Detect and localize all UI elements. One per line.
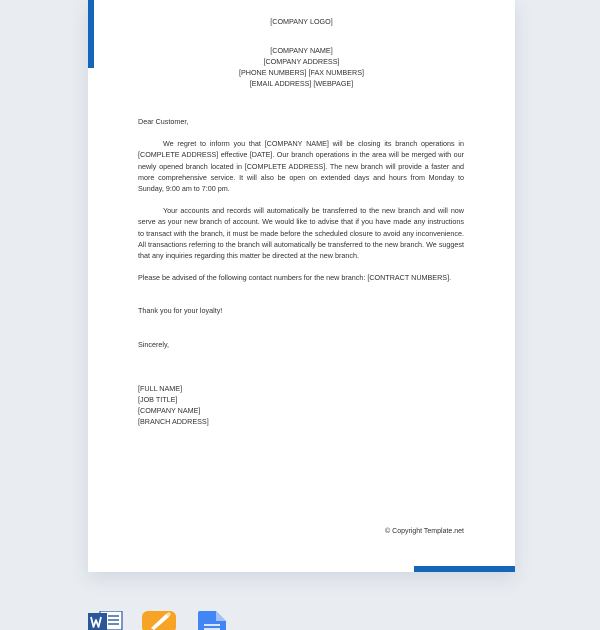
copyright-notice: © Copyright Template.net bbox=[385, 528, 464, 535]
contact-line: Please be advised of the following contact numbers for the new branch: [CONTRACT NUMBERS]. bbox=[138, 273, 452, 283]
signature-branch-address: [BRANCH ADDRESS] bbox=[138, 417, 209, 427]
letterhead bbox=[88, 16, 515, 89]
letter-body bbox=[138, 116, 464, 428]
signature-job-title: [JOB TITLE] bbox=[138, 395, 178, 405]
signature-full-name: [FULL NAME] bbox=[138, 383, 183, 393]
company-name: [COMPANY NAME] bbox=[270, 46, 333, 55]
google-docs-icon[interactable] bbox=[198, 611, 226, 630]
company-address: [COMPANY ADDRESS] bbox=[263, 57, 340, 66]
signature-company-name: [COMPANY NAME] bbox=[138, 406, 201, 416]
email-webpage: [EMAIL ADDRESS] [WEBPAGE] bbox=[249, 79, 354, 88]
thanks-line: Thank you for your loyalty! bbox=[138, 306, 223, 316]
accent-bar-bottom bbox=[414, 566, 515, 572]
word-icon[interactable] bbox=[88, 611, 124, 630]
greeting: Dear Customer, bbox=[138, 117, 189, 126]
letter-page bbox=[88, 0, 515, 572]
closing: Sincerely, bbox=[138, 339, 170, 349]
paragraph-1: We regret to inform you that [COMPANY NAME] will be closing its branch operations in [COMPLETE ADDRESS] effective [DATE]. Our branch operations in the area will be merged with our newly opened branch located in [COMPLETE ADDRESS]. The new branch will provide a faster and more comprehensive service. It will also be open on extended days and hours from Monday to Sunday, 9:00 am to 7:00 pm. bbox=[138, 139, 464, 194]
pages-icon[interactable] bbox=[142, 611, 176, 630]
format-icons bbox=[86, 611, 286, 630]
signature-block bbox=[138, 383, 464, 428]
paragraph-2: Your accounts and records will automatically be transferred to the new branch and will now serve as your new branch of account. We would like to advise that if you have made any instructions to transact with the branch, it must be made before the scheduled closure to avoid any inconvenience. All transactions referring to the branch will automatically be transferred to the new branch. We suggest that any inquiries regarding this matter be directed at the new branch. bbox=[138, 206, 464, 261]
company-logo-placeholder: [COMPANY LOGO] bbox=[270, 17, 333, 26]
phone-fax: [PHONE NUMBERS] [FAX NUMBERS] bbox=[238, 68, 364, 77]
